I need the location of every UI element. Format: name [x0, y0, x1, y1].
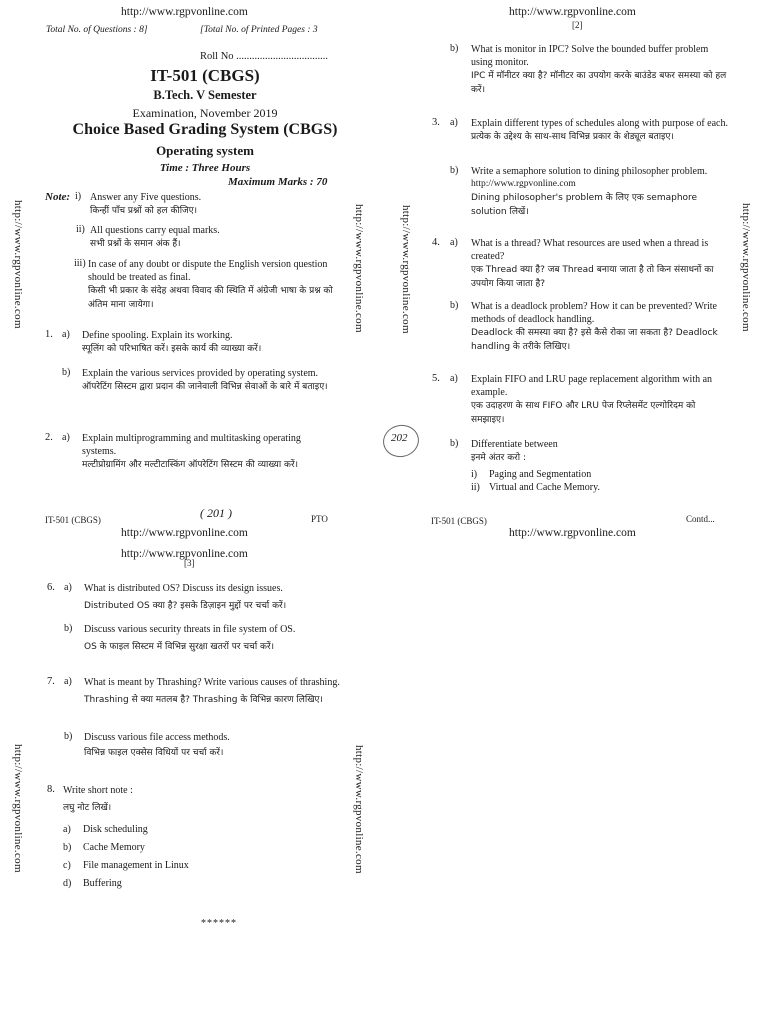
part-label: b): [450, 43, 459, 54]
note-text-en: Answer any Five questions.: [90, 192, 202, 203]
question-text-hi: ऑपरेटिंग सिस्टम द्वारा प्रदान की जानेवाली विभिन्न सेवाओं के बारे में बताइए।: [82, 382, 328, 392]
question-text-hi: लघु नोट लिखें।: [63, 803, 112, 813]
inline-url[interactable]: http://www.rgpvonline.com: [471, 179, 576, 189]
header-url[interactable]: http://www.rgpvonline.com: [509, 6, 636, 18]
question-6b: [47, 623, 342, 654]
question-7b: [47, 731, 342, 760]
question-text-en: Discuss various security threats in file system of OS.: [84, 624, 296, 635]
question-text-en: What is meant by Thrashing? Write various causes of thrashing.: [84, 677, 340, 688]
part-label: b): [64, 623, 73, 634]
question-text-hi: Distributed OS क्या है? इसके डिज़ाइन मुद्दों पर चर्चा करें।: [84, 601, 287, 611]
list-item: i) Paging and Segmentation: [471, 469, 592, 480]
question-number: 2.: [45, 432, 53, 443]
question-number: 8.: [47, 784, 55, 795]
note-number: ii): [76, 224, 85, 235]
part-label: a): [450, 237, 458, 248]
paper-code: IT-501 (CBGS): [150, 66, 260, 85]
question-text-en: Explain FIFO and LRU page replacement algorithm with an example.: [471, 374, 713, 398]
part-label: b): [450, 438, 459, 449]
question-text-en: Discuss various file access methods.: [84, 732, 230, 743]
question-text-en: What is monitor in IPC? Solve the bounded buffer problem using monitor.: [471, 44, 709, 68]
question-text-hi: एक उदाहरण के साथ FIFO और LRU पेज रिप्लेसमेंट एल्गोरिदम को समझाइए।: [471, 401, 696, 425]
side-watermark: http://www.rgpvonline.com: [400, 205, 412, 334]
page-number: [2]: [572, 20, 583, 30]
grading-system: Choice Based Grading System (CBGS): [72, 121, 338, 138]
footer-code: IT-501 (CBGS): [45, 515, 101, 525]
question-text-hi: IPC में मॉनीटर क्या है? मॉनीटर का उपयोग करके बाउंडेड बफर समस्या को हल करें।: [471, 71, 727, 95]
question-text-en: What is a deadlock problem? How it can be prevented? Write methods of deadlock handling.: [471, 301, 717, 325]
footer-contd: Contd...: [686, 514, 715, 524]
total-questions: Total No. of Questions : 8]: [46, 25, 148, 35]
question-2: [45, 432, 335, 472]
note-text-en: In case of any doubt or dispute the English version question should be treated as final.: [88, 259, 328, 283]
question-text-hi: OS के फाइल सिस्टम में विभिन्न सुरक्षा खतरों पर चर्चा करें।: [84, 642, 275, 652]
question-text-hi: प्रत्येक के उद्देश्य के साथ-साथ विभिन्न प्रकार के शेड्यूल बताइए।: [471, 132, 674, 142]
question-1b: [45, 367, 335, 394]
footer-url[interactable]: http://www.rgpvonline.com: [509, 527, 636, 539]
list-item: d) Buffering: [63, 878, 122, 889]
footer-pto: PTO: [311, 514, 328, 524]
list-item: c) File management in Linux: [63, 860, 189, 871]
question-text-hi: विभिन्न फाइल एक्सेस विधियों पर चर्चा करें।: [84, 748, 224, 758]
part-label: a): [62, 329, 70, 340]
header-url[interactable]: http://www.rgpvonline.com: [121, 6, 248, 18]
part-label: a): [62, 432, 70, 443]
question-number: 4.: [432, 237, 440, 248]
question-3b: [432, 165, 730, 219]
page-number: [3]: [184, 558, 195, 568]
question-text-en: Explain the various services provided by operating system.: [82, 368, 319, 379]
question-text-hi: एक Thread क्या है? जब Thread बनाया जाता है तो किन संसाधनों का उपयोग किया जाता है?: [471, 265, 714, 289]
subject-title: Operating system: [156, 143, 254, 158]
side-watermark: http://www.rgpvonline.com: [12, 744, 24, 873]
part-label: a): [450, 117, 458, 128]
side-watermark: http://www.rgpvonline.com: [353, 204, 365, 333]
question-text-hi: इनमे अंतर करो :: [471, 453, 527, 463]
exam-session: Examination, November 2019: [132, 106, 278, 120]
question-3: [432, 117, 730, 144]
question-2b: [450, 43, 730, 97]
part-label: b): [450, 300, 459, 311]
note-label: Note:: [45, 191, 71, 203]
side-watermark: http://www.rgpvonline.com: [12, 200, 24, 329]
question-text-hi: स्पूलिंग को परिभाषित करें। इसके कार्य की व्याख्या करें।: [82, 344, 262, 354]
note-text-hi: सभी प्रश्नों के समान अंक हैं।: [90, 239, 181, 249]
question-text-hi: मल्टीप्रोग्रामिंग और मल्टीटास्किंग ऑपरेटिंग सिस्टम की व्याख्या करें।: [82, 460, 299, 470]
question-4b: [432, 300, 730, 354]
part-label: b): [62, 367, 71, 378]
question-number: 3.: [432, 117, 440, 128]
footer-code: IT-501 (CBGS): [431, 516, 487, 526]
note-text-hi: किसी भी प्रकार के संदेह अथवा विवाद की स्थिति में अंग्रेजी भाषा के प्रश्न को अंतिम माना जायेगा।: [88, 286, 333, 310]
question-6: [47, 582, 342, 613]
note-number: i): [75, 191, 82, 202]
handwritten-mark: 202: [391, 432, 408, 444]
note-item: [75, 191, 337, 218]
question-5b: [432, 438, 730, 494]
question-1: [45, 329, 335, 356]
part-label: a): [450, 373, 458, 384]
note-number: iii): [74, 258, 86, 269]
end-mark: ******: [201, 918, 237, 929]
question-number: 6.: [47, 582, 55, 593]
footer-url[interactable]: http://www.rgpvonline.com: [121, 527, 248, 539]
part-label: a): [64, 582, 72, 593]
question-text-en: Differentiate between: [471, 439, 558, 450]
question-8: [47, 784, 342, 890]
question-text-hi: Dining philosopher's problem के लिए एक semaphore solution लिखें।: [471, 193, 698, 217]
side-watermark: http://www.rgpvonline.com: [740, 203, 752, 332]
part-label: b): [450, 165, 459, 176]
question-number: 5.: [432, 373, 440, 384]
question-text-hi: Thrashing से क्या मतलब है? Thrashing के विभिन्न कारण लिखिए।: [84, 695, 323, 705]
question-text-en: Explain multiprogramming and multitasking operating systems.: [82, 433, 301, 457]
question-text-hi: Deadlock की समस्या क्या है? इसे कैसे रोका जा सकता है? Deadlock handling के तरीके लिखिए।: [471, 328, 718, 352]
handwritten-mark: ( 201 ): [200, 506, 232, 520]
part-label: b): [64, 731, 73, 742]
note-item: [76, 224, 338, 251]
side-watermark: http://www.rgpvonline.com: [353, 745, 365, 874]
question-number: 7.: [47, 676, 55, 687]
list-item: ii) Virtual and Cache Memory.: [471, 482, 600, 493]
list-item: b) Cache Memory: [63, 842, 145, 853]
question-5: [432, 373, 730, 427]
max-marks: Maximum Marks : 70: [228, 176, 328, 188]
note-text-hi: किन्हीं पाँच प्रश्नों को हल कीजिए।: [90, 206, 198, 216]
question-4: [432, 237, 730, 291]
question-text-en: What is a thread? What resources are used when a thread is created?: [471, 238, 709, 262]
exam-time: Time : Three Hours: [159, 162, 251, 174]
roll-no: Roll No ...................................: [200, 51, 329, 62]
note-text-en: All questions carry equal marks.: [90, 225, 220, 236]
course-title: B.Tech. V Semester: [153, 88, 257, 102]
part-label: a): [64, 676, 72, 687]
question-7: [47, 676, 342, 707]
question-text-en: Write short note :: [63, 785, 133, 796]
question-text-en: Define spooling. Explain its working.: [82, 330, 233, 341]
question-text-en: Explain different types of schedules along with purpose of each.: [471, 118, 728, 129]
question-number: 1.: [45, 329, 53, 340]
question-text-en: Write a semaphore solution to dining philosopher problem.: [471, 166, 708, 177]
header-url[interactable]: http://www.rgpvonline.com: [121, 548, 248, 560]
question-text-en: What is distributed OS? Discuss its design issues.: [84, 583, 283, 594]
total-pages: [Total No. of Printed Pages : 3: [200, 25, 318, 35]
list-item: a) Disk scheduling: [63, 824, 148, 835]
note-item: [74, 258, 336, 312]
